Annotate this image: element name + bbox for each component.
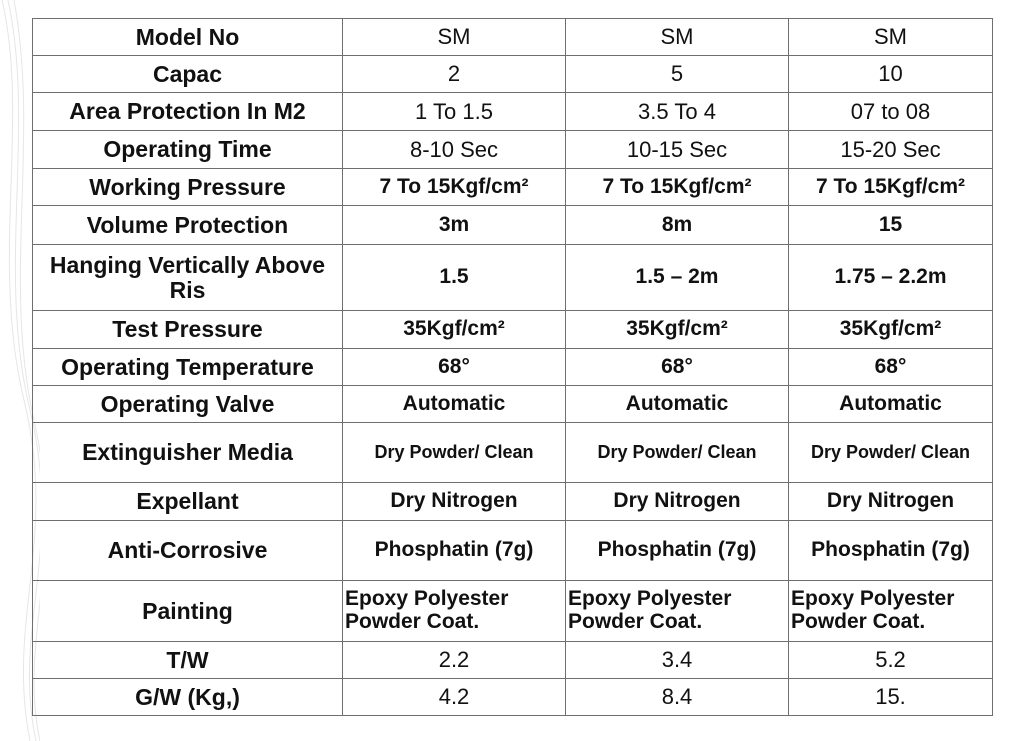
row-label: Volume Protection — [33, 206, 343, 245]
cell-value: 5 — [566, 56, 789, 93]
table-row — [33, 521, 993, 581]
table-row — [33, 206, 993, 245]
cell-value: 5.2 — [789, 642, 993, 679]
table-row — [33, 245, 993, 311]
table-row — [33, 679, 993, 716]
cell-value: 8.4 — [566, 679, 789, 716]
cell-value: Automatic — [789, 386, 993, 423]
specification-table — [32, 18, 993, 716]
cell-value: 15. — [789, 679, 993, 716]
cell-value: 3m — [343, 206, 566, 245]
cell-value: Dry Nitrogen — [343, 483, 566, 521]
table-row — [33, 581, 993, 642]
table-row — [33, 642, 993, 679]
cell-value: Epoxy Polyester Powder Coat. — [789, 581, 993, 642]
cell-value: Automatic — [566, 386, 789, 423]
cell-value: 7 To 15Kgf/cm² — [566, 169, 789, 206]
row-label: Expellant — [33, 483, 343, 521]
cell-value: SM — [566, 19, 789, 56]
cell-value: Dry Powder/ Clean — [343, 423, 566, 483]
cell-value: 15-20 Sec — [789, 131, 993, 169]
table-row — [33, 423, 993, 483]
row-label: Test Pressure — [33, 311, 343, 349]
cell-value: Dry Nitrogen — [789, 483, 993, 521]
cell-value: Automatic — [343, 386, 566, 423]
cell-value: 1.5 – 2m — [566, 245, 789, 311]
cell-value: 7 To 15Kgf/cm² — [343, 169, 566, 206]
cell-value: Phosphatin (7g) — [789, 521, 993, 581]
row-label: Anti-Corrosive — [33, 521, 343, 581]
cell-value: Epoxy Polyester Powder Coat. — [566, 581, 789, 642]
cell-value: 07 to 08 — [789, 93, 993, 131]
cell-value: 15 — [789, 206, 993, 245]
row-label: Operating Temperature — [33, 349, 343, 386]
cell-value: Dry Powder/ Clean — [789, 423, 993, 483]
cell-value: 35Kgf/cm² — [343, 311, 566, 349]
cell-value: 68° — [343, 349, 566, 386]
cell-value: 3.5 To 4 — [566, 93, 789, 131]
cell-value: 2.2 — [343, 642, 566, 679]
table-row — [33, 386, 993, 423]
cell-value: 7 To 15Kgf/cm² — [789, 169, 993, 206]
table-row — [33, 19, 993, 56]
row-label: G/W (Kg,) — [33, 679, 343, 716]
table-row — [33, 483, 993, 521]
cell-value: Dry Powder/ Clean — [566, 423, 789, 483]
cell-value: 8-10 Sec — [343, 131, 566, 169]
row-label: Operating Time — [33, 131, 343, 169]
cell-value: 10 — [789, 56, 993, 93]
cell-value: Phosphatin (7g) — [343, 521, 566, 581]
row-label: T/W — [33, 642, 343, 679]
table-row — [33, 56, 993, 93]
cell-value: 1.75 – 2.2m — [789, 245, 993, 311]
cell-value: 10-15 Sec — [566, 131, 789, 169]
cell-value: 68° — [789, 349, 993, 386]
cell-value: 8m — [566, 206, 789, 245]
table-row — [33, 169, 993, 206]
row-label: Capac — [33, 56, 343, 93]
cell-value: 4.2 — [343, 679, 566, 716]
cell-value: Phosphatin (7g) — [566, 521, 789, 581]
row-label: Painting — [33, 581, 343, 642]
row-label: Area Protection In M2 — [33, 93, 343, 131]
row-label: Hanging Vertically Above Ris — [33, 245, 343, 311]
row-label: Working Pressure — [33, 169, 343, 206]
cell-value: 35Kgf/cm² — [789, 311, 993, 349]
cell-value: 2 — [343, 56, 566, 93]
table-row — [33, 131, 993, 169]
cell-value: Epoxy Polyester Powder Coat. — [343, 581, 566, 642]
row-label: Extinguisher Media — [33, 423, 343, 483]
cell-value: 35Kgf/cm² — [566, 311, 789, 349]
cell-value: 3.4 — [566, 642, 789, 679]
table-row — [33, 93, 993, 131]
cell-value: 1.5 — [343, 245, 566, 311]
cell-value: Dry Nitrogen — [566, 483, 789, 521]
row-label: Operating Valve — [33, 386, 343, 423]
cell-value: 68° — [566, 349, 789, 386]
table-row — [33, 311, 993, 349]
table-row — [33, 349, 993, 386]
cell-value: 1 To 1.5 — [343, 93, 566, 131]
cell-value: SM — [343, 19, 566, 56]
row-label: Model No — [33, 19, 343, 56]
cell-value: SM — [789, 19, 993, 56]
